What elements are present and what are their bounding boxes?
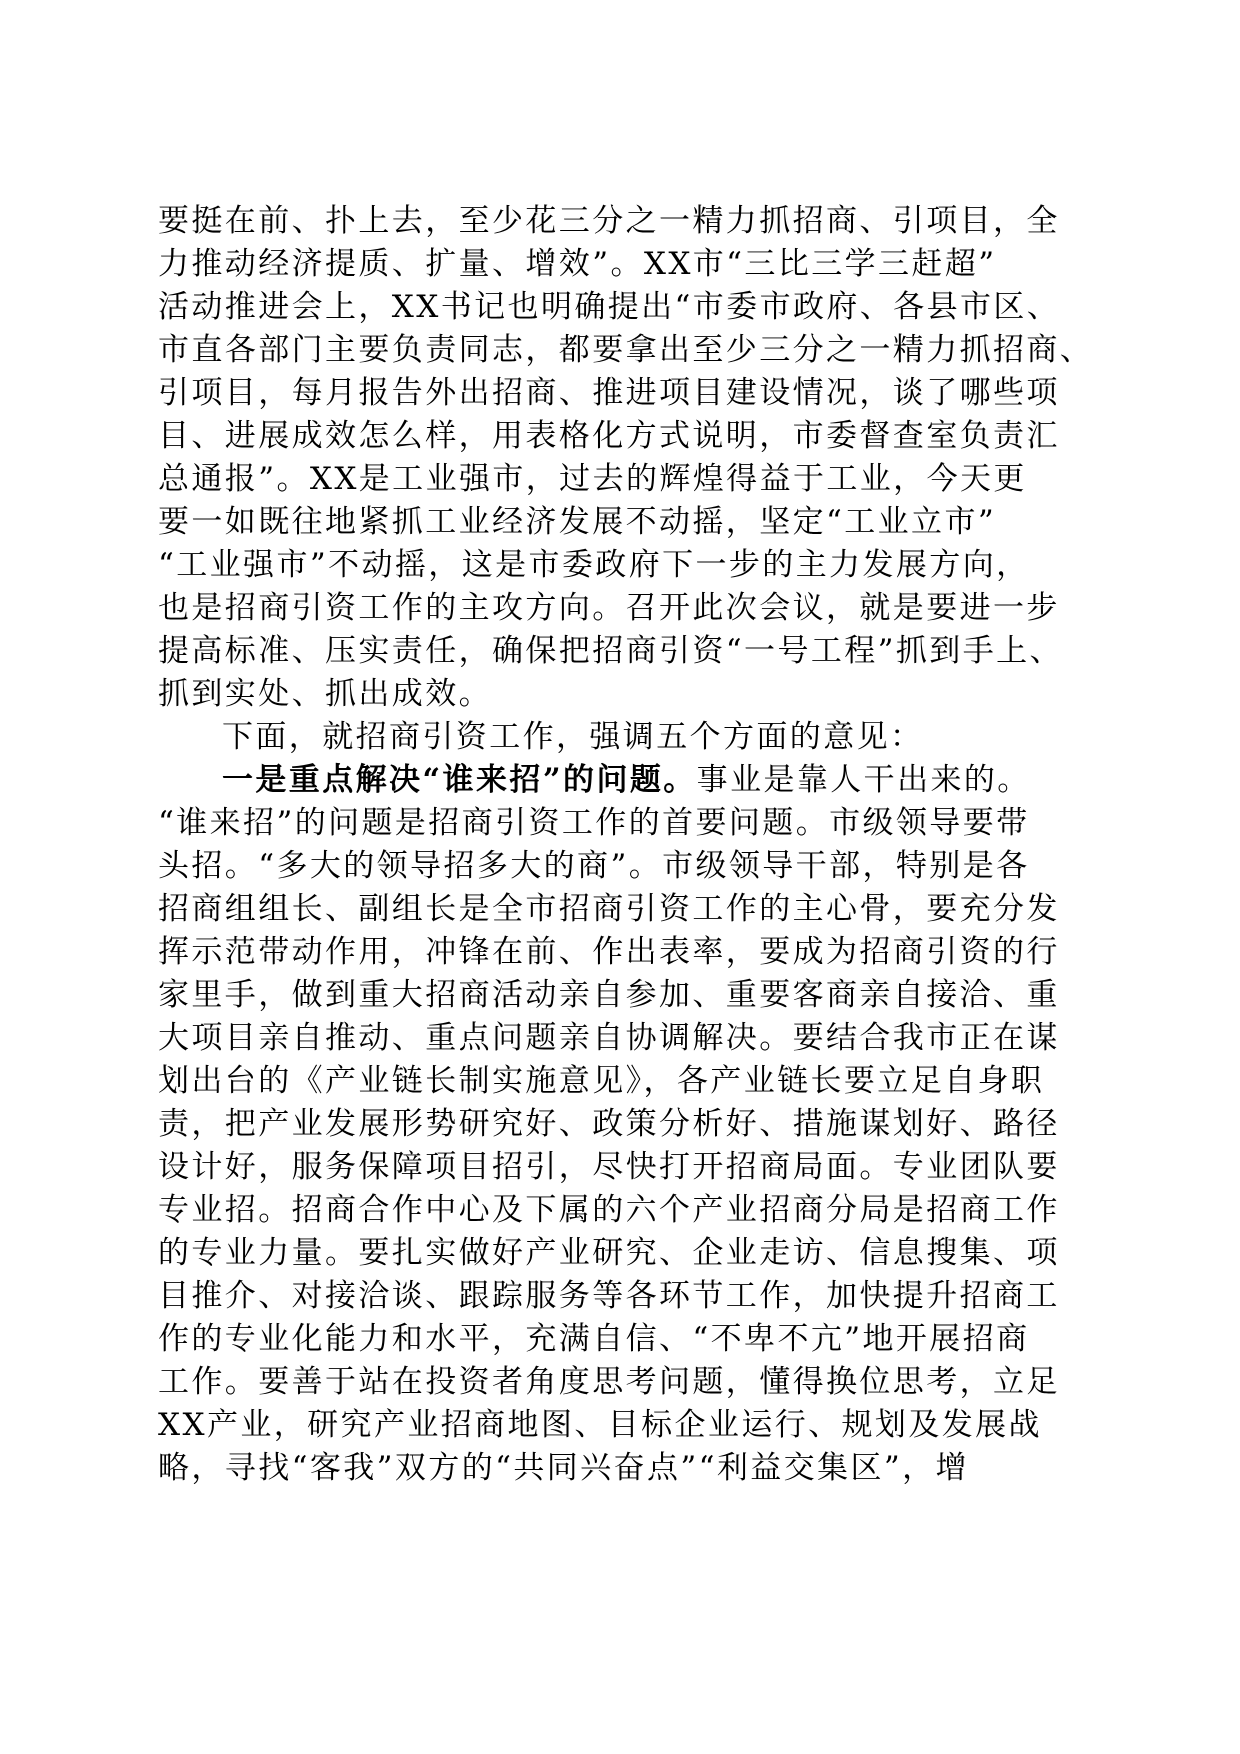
body-line: 活动推进会上，XX书记也明确提出“市委市政府、各县市区、 [158, 289, 1061, 325]
body-line: 市直各部门主要负责同志，都要拿出至少三分之一精力抓招商、 [158, 332, 1094, 368]
section-line: 略，寻找“客我”双方的“共同兴奋点”“利益交集区”，增 [158, 1450, 969, 1486]
body-line: 总通报”。XX是工业强市，过去的辉煌得益于工业，今天更 [158, 461, 1027, 497]
section-line: 工作。要善于站在投资者角度思考问题，懂得换位思考，立足 [158, 1364, 1060, 1400]
section-first-line-text: 事业是靠人干出来的。 [696, 762, 1031, 798]
intro-paragraph: 下面，就招商引资工作，强调五个方面的意见： [222, 719, 924, 755]
body-line: “工业强市”不动摇，这是市委政府下一步的主力发展方向， [158, 547, 1030, 583]
section-line: 挥示范带动作用，冲锋在前、作出表率，要成为招商引资的行 [158, 934, 1060, 970]
section-line: 责，把产业发展形势研究好、政策分析好、措施谋划好、路径 [158, 1106, 1060, 1142]
body-line: 目、进展成效怎么样，用表格化方式说明，市委督查室负责汇 [158, 418, 1060, 454]
body-line: 提高标准、压实责任，确保把招商引资“一号工程”抓到手上、 [158, 633, 1063, 669]
section-line: 专业招。招商合作中心及下属的六个产业招商分局是招商工作 [158, 1192, 1060, 1228]
section-line: 设计好，服务保障项目招引，尽快打开招商局面。专业团队要 [158, 1149, 1060, 1185]
section-heading: 一是重点解决“谁来招”的问题。 [222, 762, 697, 798]
section-line: 招商组组长、副组长是全市招商引资工作的主心骨，要充分发 [158, 891, 1060, 927]
section-line: XX产业，研究产业招商地图、目标企业运行、规划及发展战 [158, 1407, 1042, 1443]
section-line: 目推介、对接洽谈、跟踪服务等各环节工作，加快提升招商工 [158, 1278, 1060, 1314]
section-line: 家里手，做到重大招商活动亲自参加、重要客商亲自接洽、重 [158, 977, 1060, 1013]
body-line: 要一如既往地紧抓工业经济发展不动摇，坚定“工业立市” [158, 504, 997, 540]
section-first-line [158, 759, 1090, 802]
body-line: 引项目，每月报告外出招商、推进项目建设情况，谈了哪些项 [158, 375, 1060, 411]
section-line: 的专业力量。要扎实做好产业研究、企业走访、信息搜集、项 [158, 1235, 1060, 1271]
body-line: 要挺在前、扑上去，至少花三分之一精力抓招商、引项目，全 [158, 203, 1060, 239]
section-line: 划出台的《产业链长制实施意见》，各产业链长要立足自身职 [158, 1063, 1045, 1099]
section-line: “谁来招”的问题是招商引资工作的首要问题。市级领导要带 [158, 805, 1030, 841]
body-line: 也是招商引资工作的主攻方向。召开此次会议，就是要进一步 [158, 590, 1060, 626]
section-line: 大项目亲自推动、重点问题亲自协调解决。要结合我市正在谋 [158, 1020, 1060, 1056]
body-line: 抓到实处、抓出成效。 [158, 676, 492, 712]
section-line: 作的专业化能力和水平，充满自信、“不卑不亢”地开展招商 [158, 1321, 1030, 1357]
section-line: 头招。“多大的领导招多大的商”。市级领导干部，特别是各 [158, 848, 1030, 884]
document-body [158, 200, 1094, 1490]
body-line: 力推动经济提质、扩量、增效”。XX市“三比三学三赶超” [158, 246, 997, 282]
